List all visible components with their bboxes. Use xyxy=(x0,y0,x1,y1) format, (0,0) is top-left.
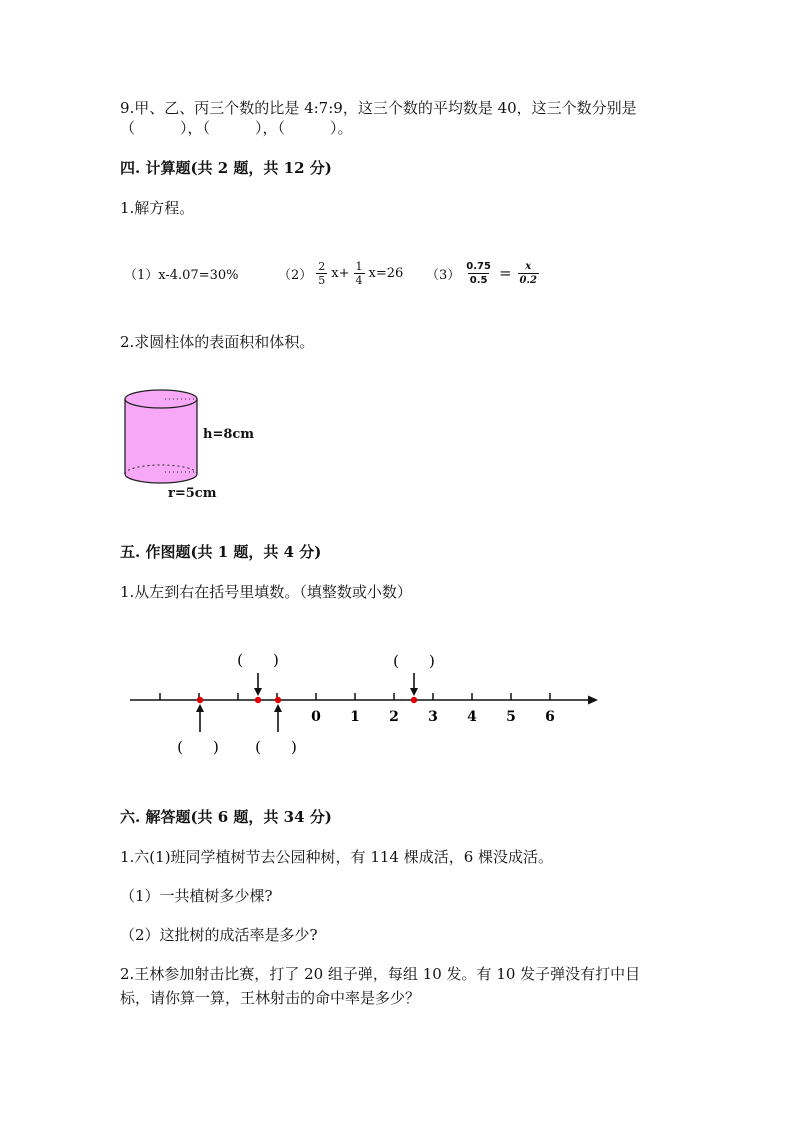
section6-q2-line1: 2.王林参加射击比赛，打了 20 组子弹，每组 10 发。有 10 发子弹没有打中目 xyxy=(120,965,641,983)
fraction-numerator: x xyxy=(525,260,532,272)
equation-1 xyxy=(124,260,239,286)
height-label: h=8cm xyxy=(203,427,255,442)
fraction-numerator: 0.75 xyxy=(466,260,491,272)
equation-2-suffix: x=26 xyxy=(368,265,404,281)
section4-q1-text: 1.解方程。 xyxy=(120,199,195,217)
equation-1-text: （1）x-4.07=30% xyxy=(124,267,239,283)
fraction-x-02 xyxy=(518,260,539,287)
section6-q1-sub2: （2）这批树的成活率是多少? xyxy=(120,926,318,944)
fraction-075-05 xyxy=(464,260,493,287)
section4-title: 四. 计算题(共 2 题，共 12 分) xyxy=(120,159,332,177)
equation-2 xyxy=(278,258,403,288)
section4-q2-text: 2.求圆柱体的表面积和体积。 xyxy=(120,333,315,351)
blank-above-b: ( ) xyxy=(237,651,279,669)
section5-title: 五. 作图题(共 1 题，共 4 分) xyxy=(120,543,322,561)
radius-label: r=5cm xyxy=(168,486,217,501)
fraction-denominator: 5 xyxy=(318,273,326,287)
axis-arrow-icon xyxy=(588,696,598,705)
number-line-figure xyxy=(120,640,610,770)
point-b xyxy=(255,697,261,703)
fraction-2-5 xyxy=(316,260,327,287)
cylinder-top xyxy=(125,390,197,408)
section5-q1-text: 1.从左到右在括号里填数。（填整数或小数） xyxy=(120,583,412,601)
fraction-numerator: 2 xyxy=(318,259,326,273)
equation-3 xyxy=(426,258,543,288)
section6-title: 六. 解答题(共 6 题，共 34 分) xyxy=(120,808,332,826)
arrow-down-icon xyxy=(410,673,418,696)
point-c xyxy=(275,697,281,703)
tick-label-6: 6 xyxy=(545,709,555,725)
section6-q1-text: 1.六(1)班同学植树节去公园种树，有 114 棵成活，6 棵没成活。 xyxy=(120,848,554,866)
cylinder-figure xyxy=(118,388,208,486)
fraction-denominator: 0.5 xyxy=(469,274,488,286)
number-line-ticks xyxy=(160,693,550,700)
arrow-up-icon xyxy=(274,704,282,732)
tick-label-0: 0 xyxy=(311,709,321,725)
q9-answer-blanks: （ ），（ ），（ ）。 xyxy=(120,119,353,137)
fraction-1-4 xyxy=(354,260,365,287)
tick-label-2: 2 xyxy=(389,709,399,725)
point-a xyxy=(197,697,203,703)
blank-above-d: ( ) xyxy=(393,652,435,670)
equation-2-mid: x+ xyxy=(331,265,350,281)
tick-label-1: 1 xyxy=(350,709,360,725)
fraction-numerator: 1 xyxy=(355,259,363,273)
blank-below-c: ( ) xyxy=(255,738,297,756)
blank-below-a: ( ) xyxy=(177,738,219,756)
q9-line1: 9.甲、乙、丙三个数的比是 4:7:9，这三个数的平均数是 40，这三个数分别是 xyxy=(120,99,637,117)
tick-label-4: 4 xyxy=(467,709,477,725)
equals-sign: = xyxy=(498,264,512,282)
tick-label-3: 3 xyxy=(428,709,438,725)
equation-3-prefix: （3） xyxy=(426,267,461,283)
fraction-denominator: 0.2 xyxy=(519,274,537,286)
arrow-up-icon xyxy=(196,704,204,732)
number-line-tick-labels xyxy=(311,709,555,725)
tick-label-5: 5 xyxy=(506,709,516,725)
section6-q1-sub1: （1）一共植树多少棵? xyxy=(120,887,273,905)
arrow-down-icon xyxy=(254,673,262,696)
section6-q2-line2: 标，请你算一算，王林射击的命中率是多少？ xyxy=(120,989,421,1007)
cylinder-body xyxy=(125,399,197,483)
fraction-denominator: 4 xyxy=(355,273,363,287)
point-d xyxy=(411,697,417,703)
equation-2-prefix: （2） xyxy=(278,267,313,283)
